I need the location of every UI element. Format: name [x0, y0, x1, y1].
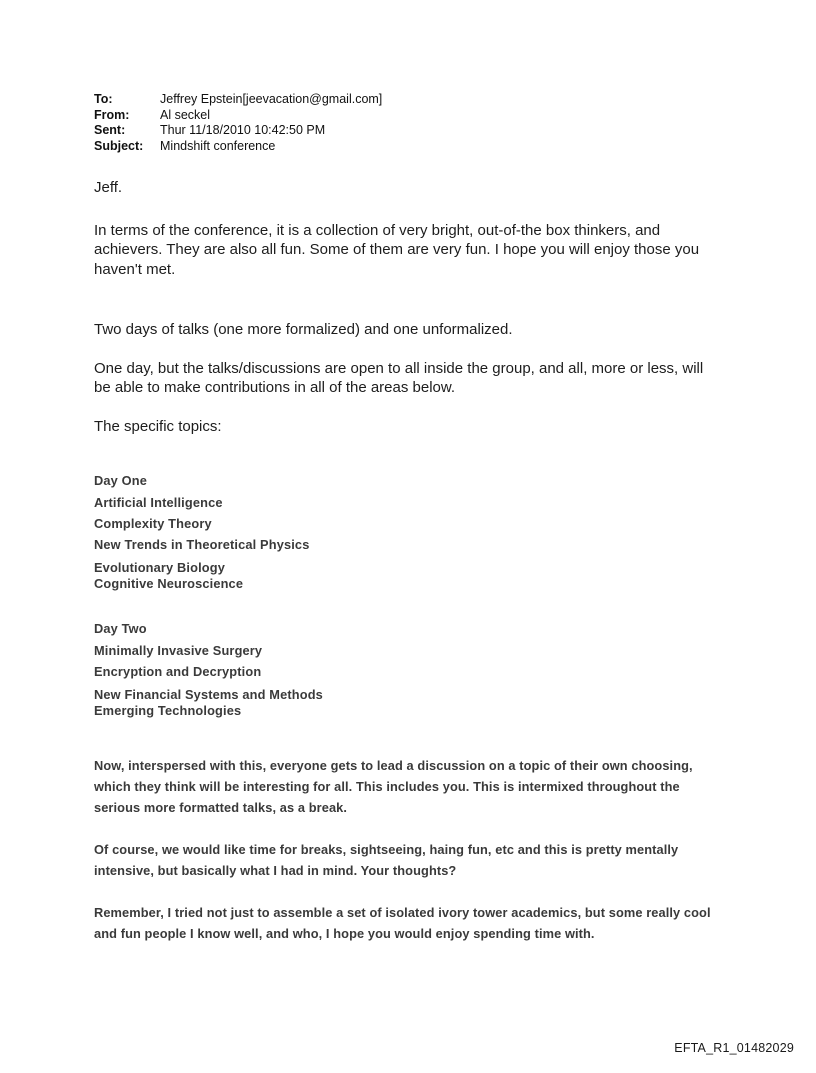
header-row-sent: [94, 123, 734, 139]
topic-item: Complexity Theory: [94, 516, 212, 531]
header-row-from: [94, 108, 734, 124]
header-value-sent: Thur 11/18/2010 10:42:50 PM: [160, 123, 326, 137]
topic-group-day-one: [94, 470, 734, 592]
topic-group-day-two: [94, 618, 734, 719]
salutation: Jeff.: [94, 179, 123, 196]
topic-item: Emerging Technologies: [94, 703, 242, 718]
header-label-sent: Sent:: [94, 123, 126, 137]
header-value-to: Jeffrey Epstein[jeevacation@gmail.com]: [160, 92, 383, 106]
header-label-subject: Subject:: [94, 138, 144, 153]
body-paragraph-1: In terms of the conference, it is a collection of very bright, out-of-the box thinkers, and achievers. They are also all fun. Some of them are very fun. I hope you will enjoy those you haven't met.: [94, 221, 700, 278]
header-row-to: [94, 92, 734, 108]
paragraph-spacer: [94, 298, 734, 320]
closing-paragraph-2: Of course, we would like time for breaks, sightseeing, haing fun, etc and this is pretty mentally intensive, but basically what I had in mind. Your thoughts?: [94, 842, 679, 878]
topic-item: Cognitive Neuroscience: [94, 576, 244, 591]
header-label-to: To:: [94, 92, 113, 106]
email-content: [94, 92, 734, 965]
header-label-from: From:: [94, 107, 130, 122]
topics-list: [94, 470, 734, 719]
email-header: [94, 92, 734, 154]
topic-item: Encryption and Decryption: [94, 664, 262, 679]
body-paragraph-2: Two days of talks (one more formalized) and one unformalized.: [94, 321, 513, 338]
topic-item: Evolutionary Biology: [94, 560, 225, 575]
body-paragraph-4: The specific topics:: [94, 417, 222, 435]
closing-section: [94, 755, 734, 944]
header-row-subject: [94, 139, 734, 155]
topic-item: Minimally Invasive Surgery: [94, 643, 263, 658]
bates-stamp: EFTA_R1_01482029: [674, 1041, 794, 1055]
closing-paragraph-3: Remember, I tried not just to assemble a set of isolated ivory tower academics, but some really cool and fun people I know well, and who, I hope you would enjoy spending time with.: [94, 905, 711, 941]
topic-item: New Trends in Theoretical Physics: [94, 537, 310, 552]
closing-paragraph-1: Now, interspersed with this, everyone gets to lead a discussion on a topic of their own choosing, which they think will be interesting for all. This includes you. This is intermixed throughout the serious more formatted talks, as a break.: [94, 758, 693, 815]
day-one-label: Day One: [94, 473, 147, 488]
body-paragraph-3: One day, but the talks/discussions are open to all inside the group, and all, more or less, will be able to make contributions in all of the areas below.: [94, 359, 704, 396]
header-value-from: Al seckel: [160, 107, 211, 122]
day-two-label: Day Two: [94, 621, 147, 636]
topic-item: New Financial Systems and Methods: [94, 687, 323, 702]
topic-item: Artificial Intelligence: [94, 495, 223, 510]
header-value-subject: Mindshift conference: [160, 138, 276, 153]
